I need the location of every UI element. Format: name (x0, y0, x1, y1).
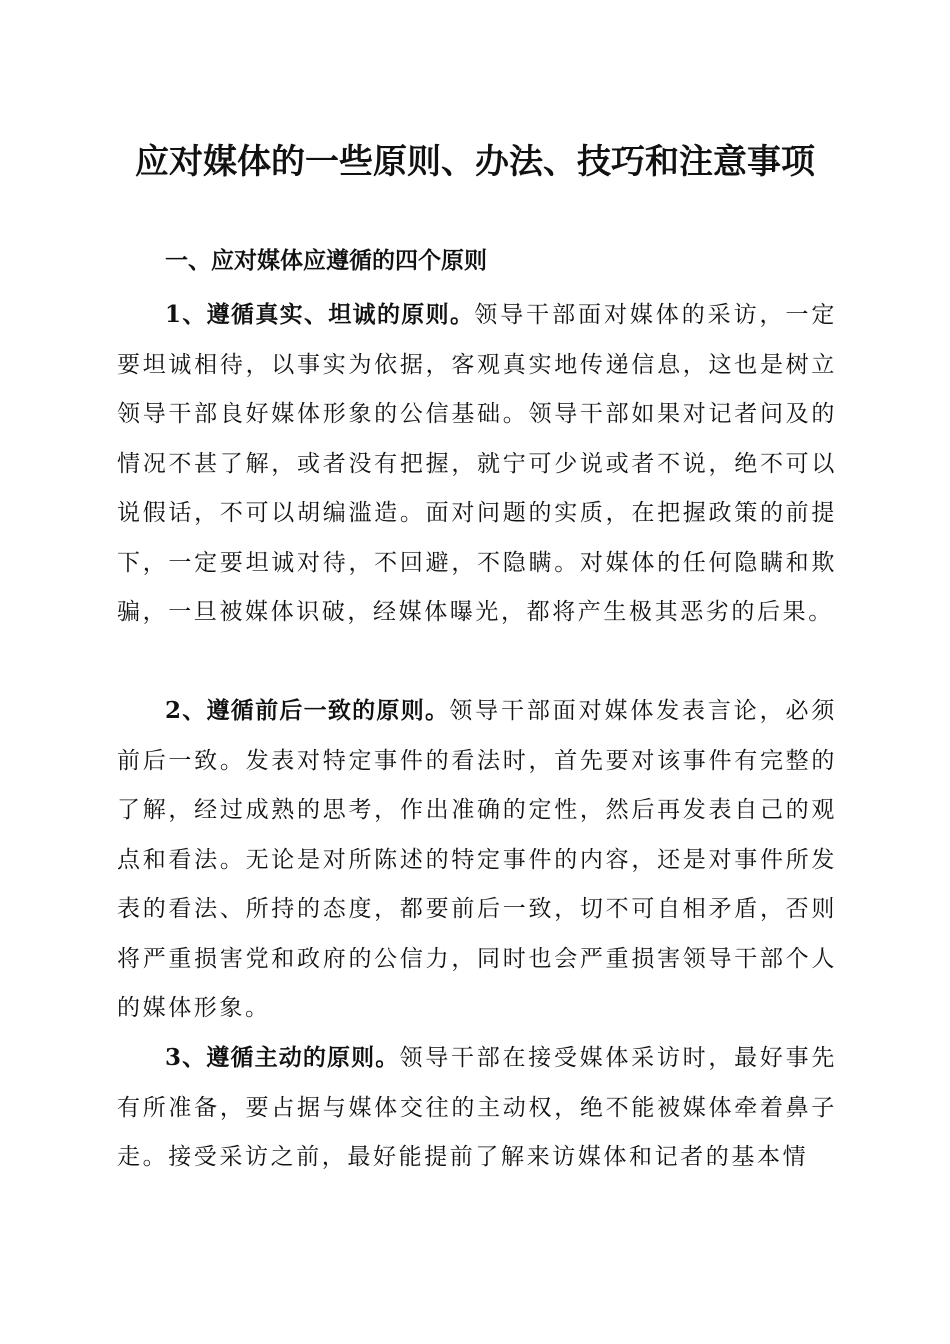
section-heading: 一、应对媒体应遵循的四个原则 (165, 248, 487, 274)
paragraph-lead: 2、遵循前后一致的原则。 (165, 697, 450, 724)
paragraph-lead: 1、遵循真实、坦诚的原则。 (165, 301, 475, 328)
document-title: 应对媒体的一些原则、办法、技巧和注意事项 (135, 142, 815, 182)
paragraph-body: 领导干部面对媒体的采访，一定要坦诚相待，以事实为依据，客观真实地传递信息，这也是树立领导干部良好媒体形象的公信基础。领导干部如果对记者问及的情况不甚了解，或者没有把握，就宁可少说或者不说，绝不可以说假话，不可以胡编滥造。面对问题的实质，在把握政策的前提下，一定要坦诚对待，不回避，不隐瞒。对媒体的任何隐瞒和欺骗，一旦被媒体识破，经媒体曝光，都将产生极其恶劣的后果。 (117, 302, 837, 625)
paragraph-principle-3 (117, 1033, 837, 1183)
paragraph-lead: 3、遵循主动的原则。 (165, 1044, 400, 1071)
paragraph-principle-2 (117, 686, 837, 1034)
paragraph-principle-1 (117, 290, 837, 638)
paragraph-body: 领导干部在接受媒体采访时，最好事先有所准备，要占据与媒体交往的主动权，绝不能被媒体牵着鼻子走。接受采访之前，最好能提前了解来访媒体和记者的基本情 (117, 1045, 837, 1170)
paragraph-body: 领导干部面对媒体发表言论，必须前后一致。发表对特定事件的看法时，首先要对该事件有完整的了解，经过成熟的思考，作出准确的定性，然后再发表自己的观点和看法。无论是对所陈述的特定事件的内容，还是对事件所发表的看法、所持的态度，都要前后一致，切不可自相矛盾，否则将严重损害党和政府的公信力，同时也会严重损害领导干部个人的媒体形象。 (117, 698, 837, 1021)
